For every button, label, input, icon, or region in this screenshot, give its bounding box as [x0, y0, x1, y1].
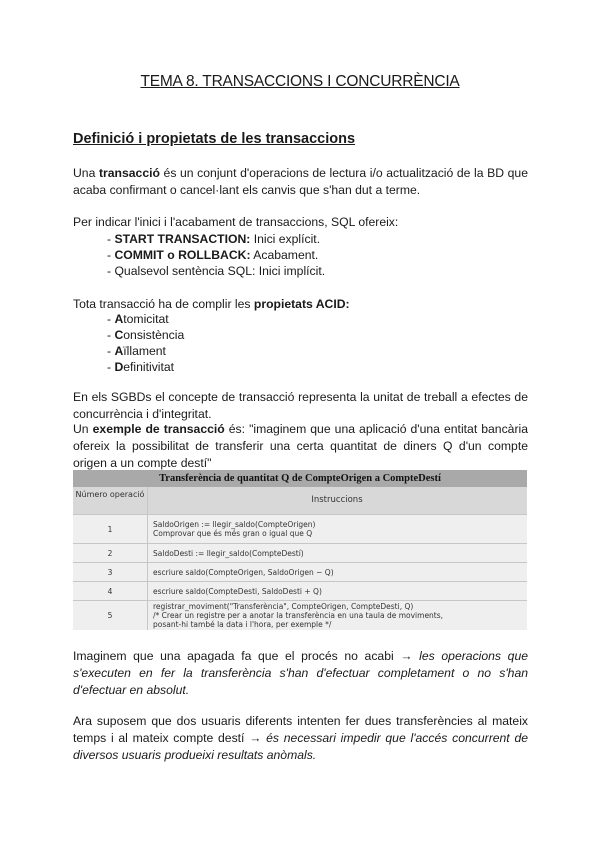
p1-bold: transacció	[98, 166, 160, 180]
p3-pre: Tota transacció ha de complir les	[73, 297, 254, 311]
acid-rest: efinitivitat	[123, 360, 175, 374]
list-item-text: Inici explícit.	[250, 232, 321, 246]
acid-rest: onsistència	[123, 328, 185, 342]
paragraph-sql: Per indicar l'inici i l'acabament de transaccions, SQL ofereix:	[73, 215, 399, 229]
p5-bold: exemple de transacció	[92, 422, 225, 436]
paragraph-exemple	[73, 421, 528, 472]
p5-pre: Un	[73, 422, 93, 436]
row-text: registrar_moviment("Transferència", CompteOrigen, CompteDesti, Q) /* Crear un registre per a anotar la transferència en una taula de moviments, posant-hi també la data i l'hora, per exemple */	[153, 602, 444, 629]
table-row	[73, 514, 527, 544]
paragraph-transaccio	[73, 165, 528, 199]
acid-rest: ïllament	[123, 344, 166, 358]
p3-bold: propietats ACID:	[253, 297, 350, 311]
header-col-num: Número operació	[75, 490, 145, 499]
row-text: SaldoOrigen := llegir_saldo(CompteOrigen) Comprovar que és més gran o igual que Q	[153, 520, 316, 538]
acid-letter: A	[114, 344, 124, 358]
p7-italic: és necessari impedir que l'accés concurrent de diversos usuaris produeixi resultats anòmals.	[73, 731, 528, 762]
p6-italic: les operacions que s'executen en fer la transferència s'han d'efectuar completament o no s'han d'efectuar en absolut.	[73, 649, 528, 697]
p1-post: és un conjunt d'operacions de lectura i/o actualització de la BD que acaba confirmant o cancel·lant els canvis que s'han dut a terme.	[73, 166, 528, 197]
p7-pre: Ara suposem que dos usuaris diferents intenten fer dues transferències al mateix temps i al mateix compte destí →	[73, 714, 528, 745]
row-num: 5	[107, 611, 113, 620]
acid-rest: tomicitat	[123, 312, 169, 326]
acid-item: - Aïllament	[107, 344, 166, 358]
list-item: - Qualsevol sentència SQL: Inici implícit.	[107, 264, 326, 278]
list-item: - START TRANSACTION: Inici explícit.	[107, 232, 321, 246]
table-row	[73, 600, 527, 631]
table-row	[73, 581, 527, 601]
list-item-text: Acabament.	[250, 248, 319, 262]
acid-item: - Consistència	[107, 328, 185, 342]
table-row	[73, 543, 527, 563]
p6-pre: Imaginem que una apagada fa que el procés no acabi →	[73, 649, 420, 663]
table-caption: Transferència de quantitat Q de CompteOrigen a CompteDestí	[73, 470, 527, 487]
acid-item: - Atomicitat	[107, 312, 169, 326]
row-num: 2	[107, 549, 113, 558]
header-col-instr: Instruccions	[311, 495, 363, 505]
row-text: escriure saldo(CompteDesti, SaldoDesti + Q)	[153, 587, 322, 596]
table-row	[73, 562, 527, 582]
list-item-bold: START TRANSACTION:	[114, 232, 251, 246]
acid-letter: A	[114, 312, 124, 326]
paragraph-concurrencia	[73, 713, 528, 764]
list-item-text: Qualsevol sentència SQL: Inici implícit.	[114, 264, 326, 278]
row-text: SaldoDesti := llegir_saldo(CompteDestí)	[153, 549, 304, 558]
acid-letter: C	[114, 328, 124, 342]
row-text: escriure saldo(CompteOrigen, SaldoOrigen − Q)	[153, 568, 334, 577]
document-title: TEMA 8. TRANSACCIONS I CONCURRÈNCIA	[140, 73, 460, 90]
paragraph-sgbd: En els SGBDs el concepte de transacció representa la unitat de treball a efectes de concurrència i d'integritat.	[73, 390, 528, 421]
paragraph-apagada	[73, 648, 528, 699]
row-num: 4	[107, 587, 113, 596]
list-item: - COMMIT o ROLLBACK: Acabament.	[107, 248, 319, 262]
section-heading: Definició i propietats de les transaccions	[73, 131, 356, 147]
p1-pre: Una	[73, 166, 99, 180]
row-num: 1	[107, 525, 113, 534]
row-num: 3	[107, 568, 113, 577]
transaction-table	[73, 470, 527, 630]
list-item-bold: COMMIT o ROLLBACK:	[114, 248, 251, 262]
p5-post: és: "imaginem que una aplicació d'una entitat bancària ofereix la possibilitat de transferir una certa quantitat de diners Q d'un compte origen a un compte destí"	[73, 422, 529, 470]
table-header	[73, 487, 527, 514]
acid-item: - Definitivitat	[107, 360, 175, 374]
acid-letter: D	[114, 360, 124, 374]
